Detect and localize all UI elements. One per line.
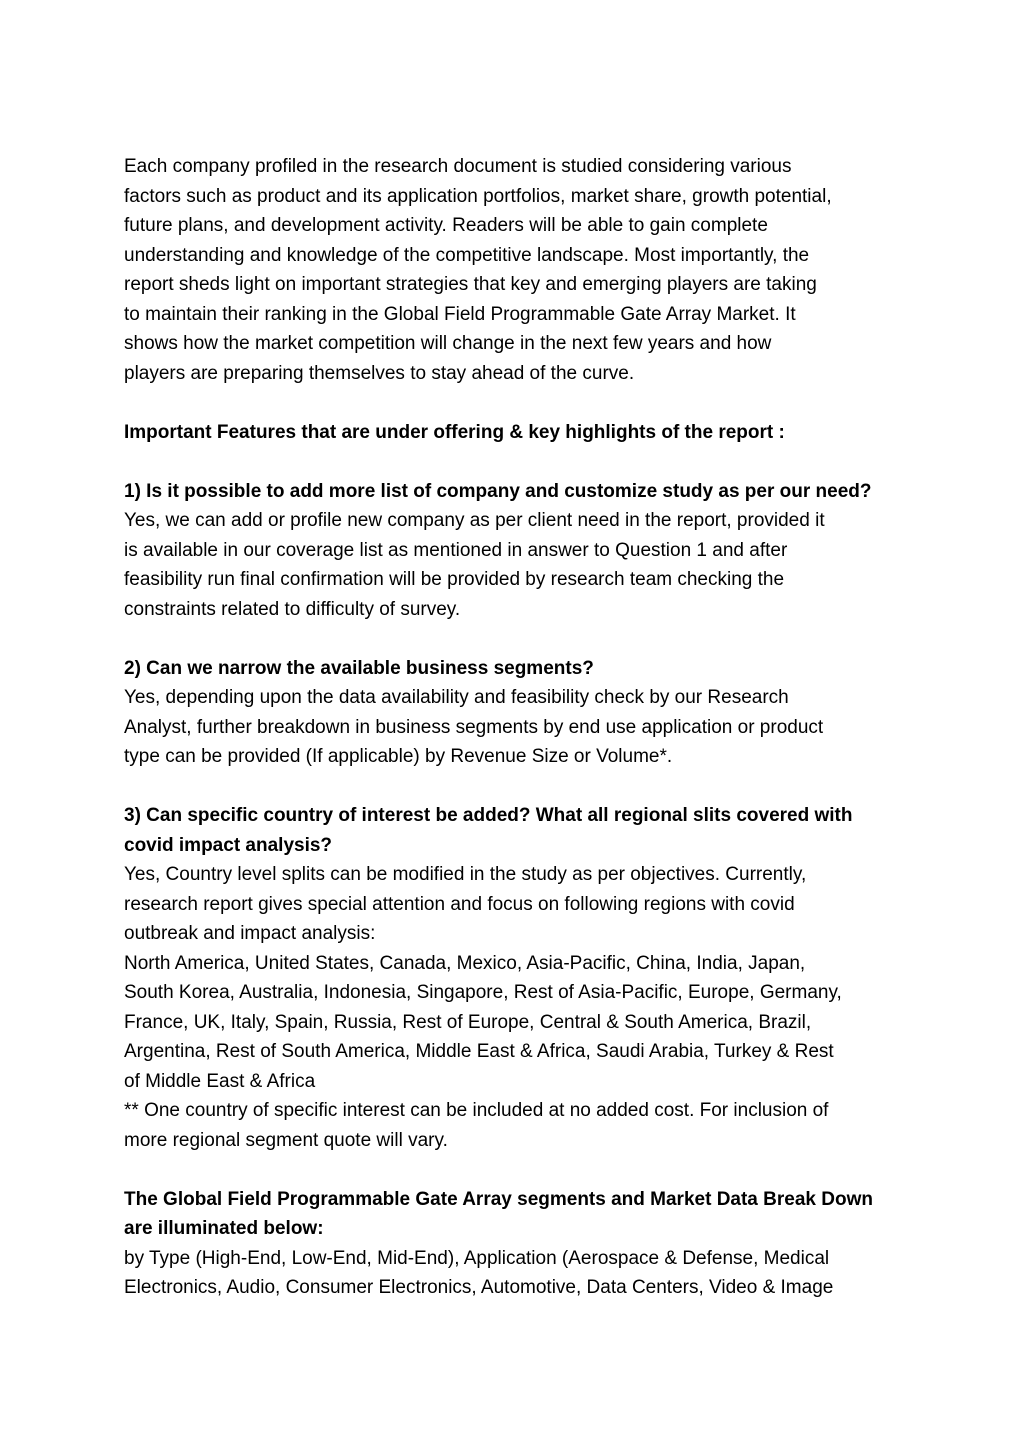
question-2-heading: 2) Can we narrow the available business segments? bbox=[124, 657, 594, 679]
segments-heading: The Global Field Programmable Gate Array segments and Market Data Break Down bbox=[124, 1188, 873, 1210]
text-line: France, UK, Italy, Spain, Russia, Rest of Europe, Central & South America, Brazil, bbox=[124, 1011, 812, 1033]
text-line: understanding and knowledge of the competitive landscape. Most importantly, the bbox=[124, 244, 810, 266]
text-line: Analyst, further breakdown in business segments by end use application or product bbox=[124, 716, 824, 738]
text-line: ** One country of specific interest can be included at no added cost. For inclusion of bbox=[124, 1100, 829, 1121]
question-3-heading: covid impact analysis? bbox=[124, 834, 333, 856]
text-line: Yes, we can add or profile new company as per client need in the report, provided it bbox=[124, 510, 825, 531]
question-3-heading: 3) Can specific country of interest be added? What all regional slits covered with bbox=[124, 805, 853, 826]
text-line: Yes, Country level splits can be modified in the study as per objectives. Currently, bbox=[124, 864, 807, 885]
document-body bbox=[124, 152, 914, 1303]
text-line: Electronics, Audio, Consumer Electronics, Automotive, Data Centers, Video & Image bbox=[124, 1277, 834, 1298]
question-1-section bbox=[124, 477, 914, 625]
text-line: report sheds light on important strategies that key and emerging players are taking bbox=[124, 274, 817, 295]
text-line: future plans, and development activity. Readers will be able to gain complete bbox=[124, 215, 768, 236]
text-line: is available in our coverage list as mentioned in answer to Question 1 and after bbox=[124, 539, 788, 561]
text-line: factors such as product and its application portfolios, market share, growth potential, bbox=[124, 185, 832, 207]
question-3-section bbox=[124, 801, 914, 1155]
question-1-heading: 1) Is it possible to add more list of company and customize study as per our need? bbox=[124, 480, 872, 502]
text-line: of Middle East & Africa bbox=[124, 1070, 316, 1092]
text-line: type can be provided (If applicable) by Revenue Size or Volume*. bbox=[124, 746, 673, 767]
text-line: more regional segment quote will vary. bbox=[124, 1129, 448, 1151]
text-line: Each company profiled in the research document is studied considering various bbox=[124, 156, 792, 177]
heading-line: Important Features that are under offering & key highlights of the report : bbox=[124, 421, 785, 443]
text-line: to maintain their ranking in the Global Field Programmable Gate Array Market. It bbox=[124, 303, 796, 325]
text-line: by Type (High-End, Low-End, Mid-End), Application (Aerospace & Defense, Medical bbox=[124, 1247, 830, 1269]
text-line: South Korea, Australia, Indonesia, Singapore, Rest of Asia-Pacific, Europe, Germany, bbox=[124, 982, 842, 1003]
question-2-section bbox=[124, 654, 914, 772]
text-line: players are preparing themselves to stay ahead of the curve. bbox=[124, 362, 635, 384]
segments-heading: are illuminated below: bbox=[124, 1218, 324, 1239]
text-line: shows how the market competition will change in the next few years and how bbox=[124, 333, 772, 354]
text-line: research report gives special attention and focus on following regions with covid bbox=[124, 893, 795, 915]
features-heading bbox=[124, 418, 914, 448]
text-line: outbreak and impact analysis: bbox=[124, 923, 376, 944]
text-line: North America, United States, Canada, Mexico, Asia-Pacific, China, India, Japan, bbox=[124, 952, 806, 974]
text-line: constraints related to difficulty of survey. bbox=[124, 598, 461, 620]
text-line: Argentina, Rest of South America, Middle East & Africa, Saudi Arabia, Turkey & Rest bbox=[124, 1041, 834, 1062]
text-line: Yes, depending upon the data availability and feasibility check by our Research bbox=[124, 687, 789, 708]
segments-section bbox=[124, 1185, 914, 1303]
text-line: feasibility run final confirmation will be provided by research team checking the bbox=[124, 569, 785, 590]
intro-paragraph bbox=[124, 152, 914, 388]
